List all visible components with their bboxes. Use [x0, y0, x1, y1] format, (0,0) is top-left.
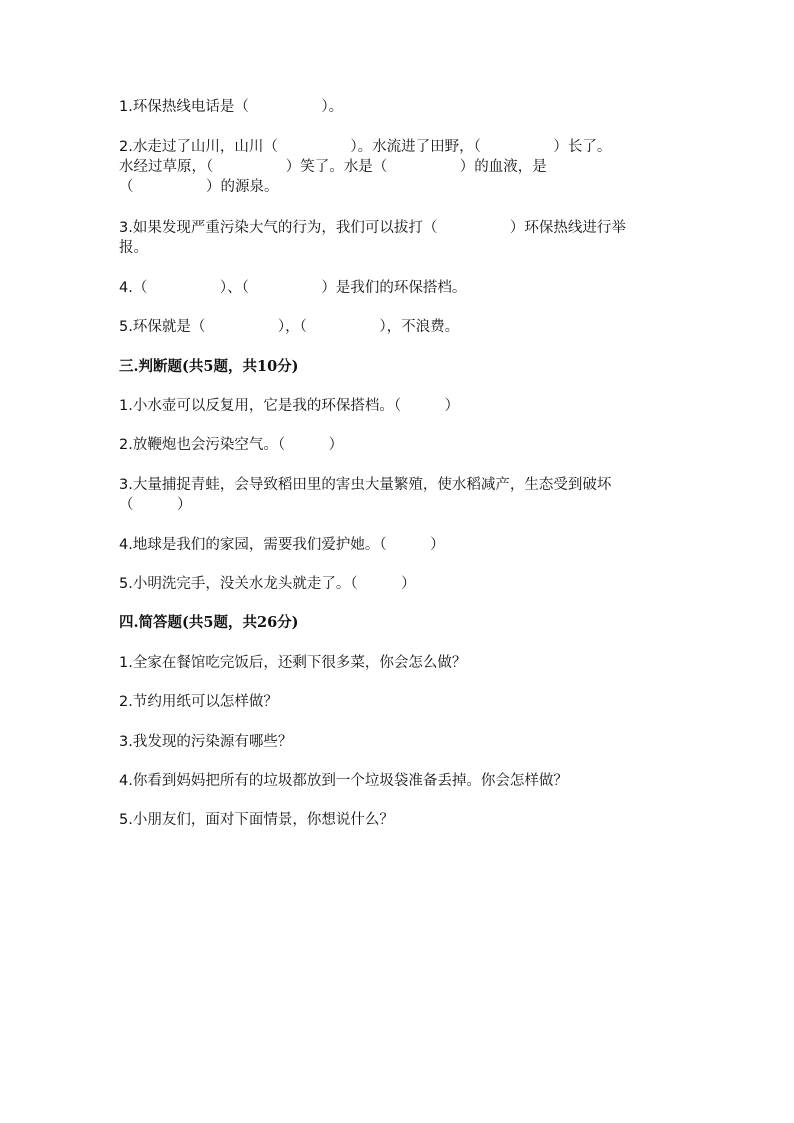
short-answer-question-2: 2.节约用纸可以怎样做？: [119, 694, 278, 710]
judgment-question-2: 2.放鞭炮也会污染空气。（ ）: [119, 437, 344, 453]
fill-question-5: 5.环保就是（ ），（ ），不浪费。: [119, 319, 460, 335]
short-answer-section-heading: 四.简答题(共5题，共26分): [119, 614, 299, 631]
short-answer-question-5: 5.小朋友们，面对下面情景，你想说什么？: [119, 812, 394, 828]
fill-question-2-line-1: 2.水走过了山川，山川（ ）。水流进了田野，（ ）长了。: [119, 139, 612, 155]
short-answer-question-3: 3.我发现的污染源有哪些？: [119, 734, 293, 750]
fill-question-4: 4.（ ）、（ ）是我们的环保搭档。: [119, 280, 467, 296]
fill-question-1: 1.环保热线电话是（ ）。: [119, 99, 344, 115]
fill-question-2-line-2: 水经过草原，（ ）笑了。水是（ ）的血液，是: [119, 159, 547, 175]
short-answer-question-4: 4.你看到妈妈把所有的垃圾都放到一个垃圾袋准备丢掉。你会怎样做？: [119, 773, 568, 789]
judgment-question-3-line-1: 3.大量捕捉青蛙，会导致稻田里的害虫大量繁殖，使水稻减产，生态受到破坏: [119, 477, 612, 493]
short-answer-question-1: 1.全家在餐馆吃完饭后，还剩下很多菜，你会怎么做？: [119, 655, 467, 671]
judgment-question-5: 5.小明洗完手，没关水龙头就走了。（ ）: [119, 576, 416, 592]
judgment-section-heading: 三.判断题(共5题，共10分): [119, 358, 299, 375]
fill-question-2-line-3: （ ）的源泉。: [119, 179, 279, 195]
judgment-question-1: 1.小水壶可以反复用，它是我的环保搭档。（ ）: [119, 398, 460, 414]
judgment-question-3-line-2: （ ）: [119, 497, 192, 513]
fill-question-3-line-1: 3.如果发现严重污染大气的行为，我们可以拔打（ ）环保热线进行举: [119, 220, 626, 236]
fill-question-3-line-2: 报。: [119, 240, 148, 256]
judgment-question-4: 4.地球是我们的家园，需要我们爱护她。（ ）: [119, 537, 445, 553]
